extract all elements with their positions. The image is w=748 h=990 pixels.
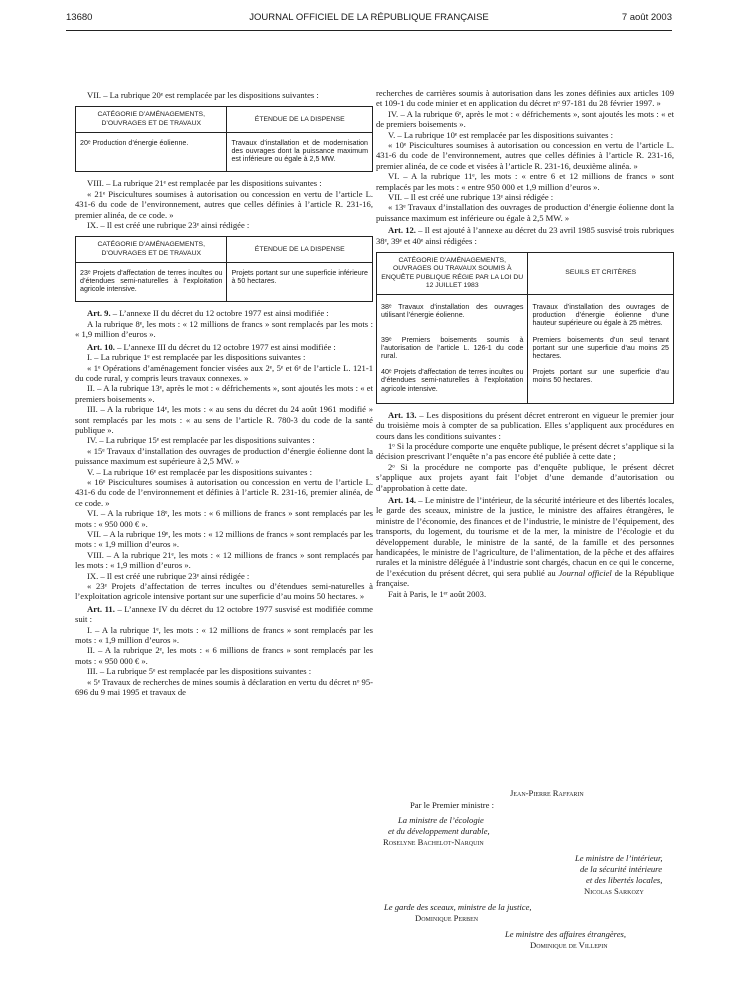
paragraph: « 21ᵉ Piscicultures soumises à autorisation ou concession en vertu de l’article L. 431-6 du code de l’environnement, autres que celles définies à l’article R. 231-16, premier alinéa, de ce code. »: [75, 188, 373, 220]
paragraph: « 15ᵉ Travaux d’installation des ouvrages de production d’énergie éolienne dont la puissance maximum est supérieure à 2,5 MW. »: [75, 445, 373, 467]
table-cell: Projets portant sur une superficie d’au moins 50 hectares.: [532, 368, 669, 385]
page-number: 13680: [66, 12, 93, 23]
table-cell: Travaux d’installation et de modernisation des ouvrages dont la puissance maximum est inférieure ou égale à 2,5 MW.: [231, 138, 368, 164]
table-header-categorie: CATÉGORIE D’AMÉNAGEMENTS, OUVRAGES OU TRAVAUX SOUMIS À ENQUÊTE PUBLIQUE RÉGIE PAR LA LOI DU 12 JUILLET 1983: [377, 253, 528, 295]
paragraph: « 23ᵉ Projets d’affectation de terres incultes ou d’étendues semi-naturelles à l’exploitation agricole intensive portant sur une superficie d’au moins 50 hectares. »: [75, 581, 373, 602]
article-text: – Il est ajouté à l’annexe au décret du 23 avril 1985 susvisé trois rubriques 38ᵉ, 39ᵉ et 40ᵉ ainsi rédigées :: [376, 225, 674, 246]
signer-name-interior: Nicolas Sarkozy: [584, 886, 644, 896]
article-text: – L’annexe II du décret du 12 octobre 1977 est ainsi modifiée :: [110, 308, 329, 319]
signer-title: Le garde des sceaux, ministre de la justice,: [384, 902, 532, 912]
paragraph: I. – La rubrique 1ᵉ est remplacée par les dispositions suivantes :: [87, 352, 306, 363]
paragraph: 1ᵒ Si la procédure comporte une enquête publique, le présent décret s’applique si la décision prescrivant l’enquête n’a pas encore été publiée à cette date ;: [376, 440, 674, 462]
table-cell: 20ᵉ Production d’énergie éolienne.: [76, 132, 227, 172]
paragraph: VII. – La rubrique 20ᵉ est remplacée par les dispositions suivantes :: [87, 90, 319, 100]
table-cell: 40ᵉ Projets d’affectation de terres incultes ou d’étendues semi-naturelles à l’exploitation agricole intensive.: [377, 364, 528, 403]
table-row: [377, 294, 674, 331]
article-label: Art. 14.: [388, 494, 417, 505]
article-text: – L’annexe III du décret du 12 octobre 1977 est ainsi modifiée :: [114, 341, 336, 352]
table-cell: Premiers boisements d’un seul tenant portant sur une superficie d’au moins 25 hectares.: [532, 335, 669, 360]
signer-title: La ministre de l’écologie: [398, 815, 484, 825]
signer-title: Le ministre de l’intérieur,: [575, 853, 663, 863]
issue-date: 7 août 2003: [621, 12, 672, 23]
signer-title: de la sécurité intérieure: [580, 864, 663, 874]
paragraph: recherches de carrières soumis à autorisation dans les zones définies aux articles 109 et 109-1 du code minier et en application du décret nᵒ 97-181 du 28 février 1997. »: [376, 88, 674, 109]
page-header: [66, 12, 672, 26]
article-label: Art. 13.: [388, 409, 417, 420]
signer-name-pm: Jean-Pierre Raffarin: [510, 788, 584, 798]
table-dispense-20: [75, 106, 373, 172]
paragraph: II. – A la rubrique 2ᵉ, les mots : « 6 millions de francs » sont remplacés par les mots : « 950 000 € ».: [75, 645, 373, 666]
signer-name-ecology: Roselyne Bachelot-Narquin: [383, 837, 484, 847]
paragraph: V. – La rubrique 16ᵉ est remplacée par les dispositions suivantes :: [87, 466, 312, 477]
article-14: [376, 495, 674, 589]
signer-name-foreign: Dominique de Villepin: [530, 940, 608, 950]
article-13: [376, 410, 674, 441]
article-label: Art. 9.: [87, 308, 111, 319]
paragraph: VI. – A la rubrique 11ᵉ, les mots : « entre 6 et 12 millions de francs » sont remplacés par les mots : « entre 950 000 et 1,9 million d’euros ».: [376, 171, 674, 192]
table-row: [377, 364, 674, 403]
paragraph: III. – La rubrique 5ᵉ est remplacée par les dispositions suivantes :: [87, 666, 312, 677]
paragraph: IV. – La rubrique 15ᵉ est remplacée par les dispositions suivantes :: [87, 435, 315, 446]
signing-place-date: Fait à Paris, le 1ᵉʳ août 2003.: [388, 588, 487, 599]
table-cell: 39ᵉ Premiers boisements soumis à l’autorisation de l’article L. 126-1 du code rural.: [377, 332, 528, 365]
signer-title: Le ministre des affaires étrangères,: [505, 929, 627, 939]
article-9: [75, 308, 373, 318]
paragraph: I. – A la rubrique 1ᵉ, les mots : « 12 millions de francs » sont remplacés par les mots : « 1,9 million d’euros ».: [75, 624, 373, 646]
article-12: [376, 225, 674, 246]
table-seuils-criteres: [376, 252, 674, 404]
table-header-etendue: ÉTENDUE DE LA DISPENSE: [227, 237, 373, 262]
journal-officiel-ref: Journal officiel: [558, 567, 612, 578]
signer-title: et des libertés locales,: [586, 875, 663, 885]
table-header-etendue: ÉTENDUE DE LA DISPENSE: [227, 107, 373, 132]
table-row: [377, 332, 674, 365]
signer-name-justice: Dominique Perben: [415, 913, 479, 923]
left-column: [75, 90, 373, 698]
paragraph: « 16ᵉ Piscicultures soumises à autorisation ou concession en vertu de l’article L. 431-6 du code de l’environnement et définies à l’article R. 231-16, premier alinéa, de ce code. »: [75, 476, 373, 508]
article-text: – L’annexe IV du décret du 12 octobre 1977 susvisé est modifiée comme suit :: [75, 603, 373, 625]
table-header-seuils: SEUILS ET CRITÈRES: [528, 253, 674, 295]
paragraph: IX. – Il est créé une rubrique 23ᵉ ainsi rédigée :: [87, 220, 250, 231]
table-cell: 23ᵉ Projets d’affectation de terres incultes ou d’étendues semi-naturelles à l’exploitation agricole intensive.: [76, 262, 227, 302]
signer-intro: Par le Premier ministre :: [410, 800, 495, 810]
article-label: Art. 11.: [87, 603, 115, 614]
table-cell: 38ᵉ Travaux d’installation des ouvrages utilisant l’énergie éolienne.: [377, 294, 528, 331]
paragraph: II. – A la rubrique 13ᵉ, après le mot : « défrichements », sont ajoutés les mots : « et premiers boisements ».: [75, 383, 373, 404]
paragraph: 2ᵒ Si la procédure ne comporte pas d’enquête publique, le présent décret s’applique aux projets ayant fait l’objet d’une demande d’autorisation ou d’approbation à cette date.: [376, 461, 674, 493]
paragraph: « 1ᵉ Opérations d’aménagement foncier visées aux 2ᵉ, 5ᵉ et 6ᵉ de l’article L. 121-1 du code rural, y compris leurs travaux connexes. »: [75, 362, 373, 383]
table-cell: Projets portant sur une superficie inférieure à 50 hectares.: [231, 268, 368, 286]
paragraph: IV. – A la rubrique 6ᵉ, après le mot : « défrichements », sont ajoutés les mots : « et de premiers boisements ».: [376, 108, 674, 130]
article-text: – Les dispositions du présent décret entreront en vigueur le premier jour du troisième mois à compter de sa publication. Elles s’appliquent aux procédures en cours dans les conditions suivantes :: [376, 409, 675, 441]
article-label: Art. 12.: [388, 225, 416, 236]
journal-title: JOURNAL OFFICIEL DE LA RÉPUBLIQUE FRANÇAISE: [249, 12, 489, 23]
table-header-categorie: CATÉGORIE D’AMÉNAGEMENTS, D’OUVRAGES ET DE TRAVAUX: [76, 107, 227, 132]
paragraph: « 5ᵉ Travaux de recherches de mines soumis à déclaration en vertu du décret nᵒ 95-696 du 9 mai 1995 et travaux de: [75, 676, 373, 698]
table-header-categorie: CATÉGORIE D’AMÉNAGEMENTS, D’OUVRAGES ET DE TRAVAUX: [76, 237, 227, 262]
table-cell: Travaux d’installation des ouvrages de production d’énergie éolienne d’une hauteur supérieure ou égale à 25 mètres.: [532, 302, 669, 328]
article-label: Art. 10.: [87, 341, 115, 352]
table-dispense-23: [75, 236, 373, 302]
paragraph: « 10ᵉ Piscicultures soumises à autorisation ou concession en vertu de l’article L. 431-6 du code de l’environnement, autres que celles définies à l’article R. 231-16, premier alinéa, de ce code et visées à l’article R. 231-16, deuxième alinéa. »: [376, 140, 674, 171]
paragraph: V. – La rubrique 10ᵉ est remplacée par les dispositions suivantes :: [388, 129, 613, 140]
signer-title: et du développement durable,: [388, 826, 490, 836]
article-text: – Le ministre de l’intérieur, de la sécurité intérieure et des libertés locales, le garde des sceaux, ministre de la justice, le ministre des affaires étrangères, le ministre de l’économie, des finances et de l’industrie, le ministre de l’équipement, des transports, du logement, du tourisme et de la mer, la ministre de l’écologie et du développement durable, le ministre de la santé, de la famille et des personnes handicapées, le ministre de l’agriculture, de l’alimentation, de la pêche et des affaires rurales et la ministre déléguée à l’industrie sont chargés, chacun en ce qui le concerne, de l’exécution du présent décret, qui sera publié au: [376, 494, 674, 578]
header-rule: [66, 30, 672, 31]
paragraph: VIII. – La rubrique 21ᵉ est remplacée par les dispositions suivantes :: [87, 178, 322, 189]
paragraph: VII. – Il est créé une rubrique 13ᵉ ainsi rédigée :: [388, 192, 554, 203]
article-10: [75, 342, 373, 352]
right-column: [376, 88, 674, 599]
article-text: de la République française.: [376, 567, 675, 589]
paragraph: VIII. – A la rubrique 21ᵉ, les mots : « 12 millions de francs » sont remplacés par les mots : « 1,9 million d’euros ».: [75, 549, 373, 571]
paragraph: A la rubrique 8ᵉ, les mots : « 12 millions de francs » sont remplacés par les mots : « 1,9 million d’euros ».: [75, 318, 373, 340]
article-11: [75, 604, 373, 625]
paragraph: III. – A la rubrique 14ᵉ, les mots : « au sens du décret du 24 août 1961 modifié » sont remplacés par les mots : « au sens de l’article R. 780-3 du code de la santé publique ».: [75, 404, 373, 435]
paragraph: VI. – A la rubrique 18ᵉ, les mots : « 6 millions de francs » sont remplacés par les mots : « 950 000 € ».: [75, 508, 373, 529]
paragraph: IX. – Il est créé une rubrique 23ᵉ ainsi rédigée :: [87, 570, 250, 581]
paragraph: VII. – A la rubrique 19ᵉ, les mots : « 12 millions de francs » sont remplacés par les mots : « 1,9 million d’euros ».: [75, 529, 373, 550]
paragraph: « 13ᵉ Travaux d’installation des ouvrages de production d’énergie éolienne dont la puissance maximum est inférieure ou égale à 2,5 MW. »: [376, 202, 674, 223]
